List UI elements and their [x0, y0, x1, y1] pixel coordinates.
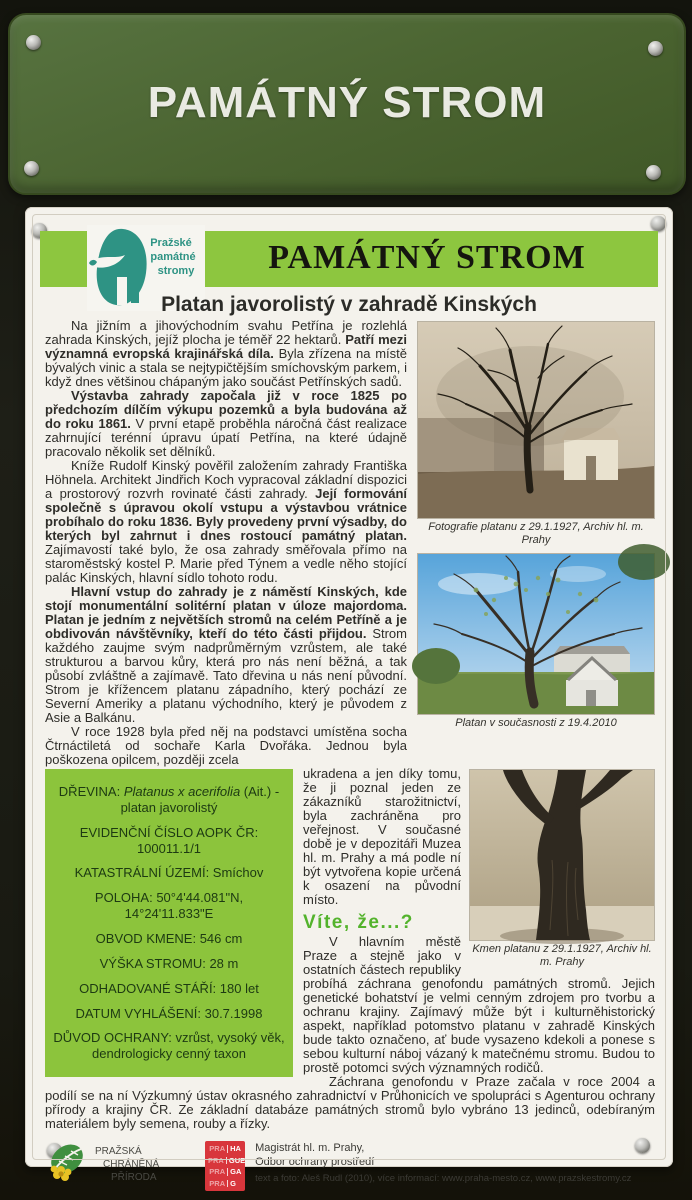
photo-trunk-1927	[469, 769, 655, 969]
paragraph-founders: Kníže Rudolf Kinský pověřil založením zahrady Františka Höhnela. Architekt Jindřich Koch vypracoval základní dispozici a prostorový rozvrh rovinaté části zahrady. Její formování společně s úpravou okolí vstupu a výstavbou vrátnice probíhalo do roku 1836. Byly provedeny první výsadby, do kterých byl zahrnut i dnes rostoucí památný platan. Zajímavostí také bylo, že osa zahrady směřovala přímo na staroměstský kostel P. Marie před Týnem a vedle něho stojící palác Kinských, hlavní sídlo tohoto rodu.	[45, 458, 407, 585]
footer-credits-line: text a foto: Aleš Rudl (2010), více informací: www.praha-mesto.cz, www.prazskestromy.cz	[255, 1172, 632, 1184]
fact-protection-reason: DŮVOD OCHRANY: vzrůst, vysoký věk, dendrologicky cenný taxon	[53, 1030, 285, 1062]
paragraph-statue-intro: V roce 1928 byla před něj na podstavci umístěna socha Čtrnáctiletá od sochaře Karla Dvořáka. Jednou byla poškozena opilcem, později zcela	[45, 724, 407, 767]
fact-trunk-circumference: OBVOD KMENE: 546 cm	[95, 931, 243, 947]
footer-authority-line1: Magistrát hl. m. Prahy,	[255, 1142, 365, 1154]
did-you-know-heading: Víte, že...?	[303, 912, 414, 933]
tree-facts-box	[45, 769, 293, 1077]
photo-caption: Kmen platanu z 29.1.1927, Archiv hl. m. Prahy	[472, 943, 652, 969]
paragraph-genofond: V hlavním městě Praze a stejně jako v ostatních částech republiky probíhá záchrana genofondu památných stromů. Jejich genetické bohatství je velmi cenným zdrojem pro tvorbu a ochranu krajiny. Zajímavý může být i kulturněhistorický aspekt, například potomstvo platanu v zahradě Kinských bude takto označeno, ať bude vysazeno kdekoli a ponese s sebou kulturní náboj vázaný k matečnému stromu. Budou to prostě potomci svých významných rodičů.	[303, 934, 655, 1075]
photo-platan-1927	[417, 321, 655, 547]
footer-authority-line2: Odbor ochrany prostředí	[255, 1156, 375, 1169]
fact-registry-number: EVIDENČNÍ ČÍSLO AOPK ČR: 100011.1/1	[79, 824, 259, 856]
plate-title: PAMÁTNÝ STROM	[147, 78, 547, 127]
prazska-chranena-priroda-label: PRAŽSKÁ CHRÁNĚNÁ PŘÍRODA	[95, 1146, 160, 1183]
memorial-tree-metal-plate	[8, 13, 686, 195]
panel-header-bar	[40, 231, 658, 287]
fact-species: DŘEVINA: Platanus x acerifolia (Ait.) - platan javorolistý	[58, 784, 280, 815]
paragraph-construction: Výstavba zahrady započala již v roce 1825 po předchozím dílčím výkupu pozemků a byla budována až do roku 1861. V první etapě proběhla náročná část realizace zahrnující terénní úpravu úpatí Petřína, na které údajně pracovalo několik set dělníků.	[45, 388, 407, 459]
fact-declaration-date: DATUM VYHLÁŠENÍ: 30.7.1998	[75, 1005, 263, 1021]
fact-tree-height: VÝŠKA STROMU: 28 m	[99, 955, 239, 971]
trunk-photo-illustration	[469, 769, 655, 941]
photo-platan-2010	[417, 553, 655, 730]
screw-icon	[648, 41, 663, 56]
photo-column	[417, 321, 655, 737]
current-tree-photo-illustration	[417, 553, 655, 715]
screw-icon	[26, 35, 41, 50]
screw-icon	[646, 165, 661, 180]
historic-tree-photo-illustration	[417, 321, 655, 519]
information-panel	[25, 207, 673, 1188]
praha-city-logo: PRA HA PRA GUE PRA GA PRA G	[205, 1141, 245, 1191]
page-title: Platan javorolistý v zahradě Kinských	[161, 293, 537, 316]
fact-cadastral-area: KATASTRÁLNÍ ÚZEMÍ: Smíchov	[74, 865, 264, 881]
paragraph-rescue-program: Záchrana genofondu v Praze začala v roce 2004 a podílí se na ní Výzkumný ústav okrasného zahradnictví v Průhonicích ve spolupráci s Agenturou ochrany přírody a krajiny ČR. Ze základní databáze památných stromů bylo vybráno 13 jedinců, odebíraným materiálem byly semena, rouby a řízky.	[45, 1074, 655, 1131]
paragraph-statue-rest: ukradena a jen díky tomu, že ji poznal jeden ze zákazníků starožitnictví, byla zachráněna pro veřejnost. V současné době je v depozitáři Muzea hl. m. Prahy a má podle ní být vytvořena kopie určená k osazení na původní místo.	[303, 766, 461, 907]
panel-footer	[45, 1133, 655, 1191]
paragraph-tree-description: Hlavní vstup do zahrady je z náměstí Kinských, kde stojí monumentální solitérní platan v úloze majordoma. Platan je jedním z největších stromů na celém Petříně a je obdivován návštěvníky, kteří do této části přijdou. Strom každého zaujme svým nadprůměrným vzrůstem, ale také strukturou a barvou kůry, která pro nás není běžná, a tak působí zvláštně a zajímavě. Tato dřevina u nás není původní. Strom je křížencem platanu západního, který pochází ze Severní Ameriky a platanu východního, který je původem z Asie a Balkánu.	[45, 584, 407, 725]
fact-estimated-age: ODHADOVANÉ STÁŘÍ: 180 let	[79, 980, 259, 996]
logo-text: Pražské památné stromy	[150, 237, 196, 277]
paragraph-garden-intro: Na jižním a jihovýchodním svahu Petřína je rozlehlá zahrada Kinských, jejíž plocha je téměř 22 hektarů. Patří mezi významná evropská krajinářská díla. Byla zřízena na místě bývalých vinic a stala se nejtypičtějším smíchovským parkem, i když dnes většinou chápaným jako součást Petřínských sadů.	[45, 318, 407, 389]
screw-icon	[651, 216, 666, 231]
fact-position: POLOHA: 50°4'44.081"N, 14°24'11.833"E	[94, 890, 244, 922]
panel-content	[45, 319, 655, 1191]
footer-credits	[255, 1141, 655, 1185]
photo-caption: Fotografie platanu z 29.1.1927, Archiv hl. m. Prahy	[428, 521, 644, 547]
prazska-chranena-priroda-logo-icon	[45, 1141, 89, 1185]
screw-icon	[24, 161, 39, 176]
panel-title: PAMÁTNÝ STROM	[268, 239, 586, 276]
photo-caption: Platan v současnosti z 19.4.2010	[455, 717, 617, 730]
